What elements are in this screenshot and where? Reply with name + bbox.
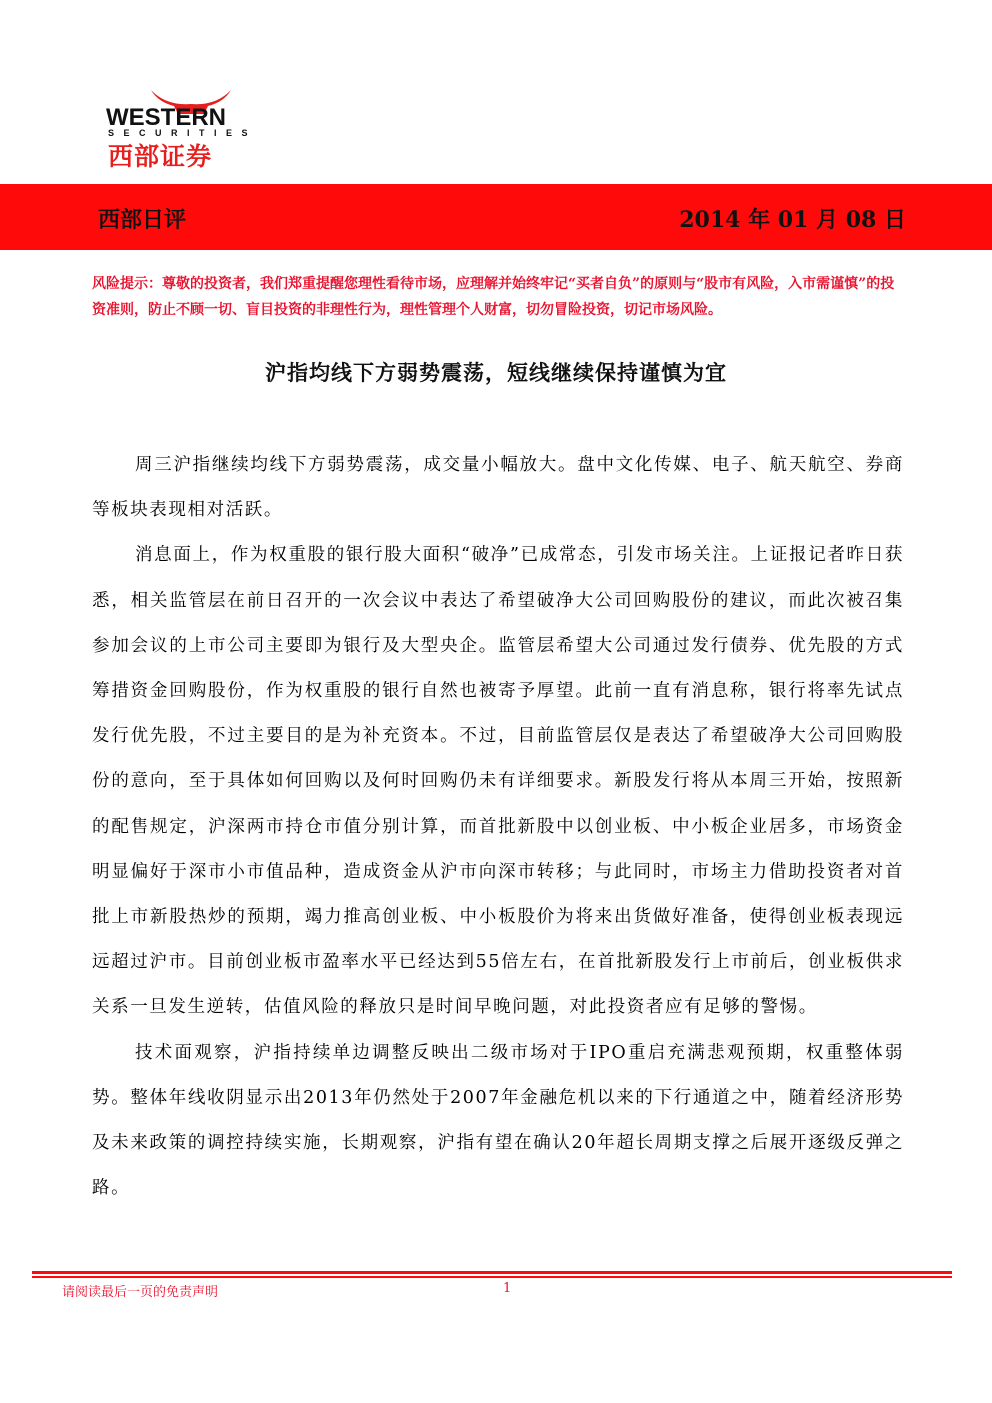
- footer-disclaimer: 请阅读最后一页的免责声明: [62, 1285, 219, 1300]
- report-date: 2014 年 01 月 08 日: [679, 207, 906, 233]
- risk-notice: 风险提示：尊敬的投资者，我们郑重提醒您理性看待市场，应理解并始终牢记“买者自负”的原则与“股市有风险，入市需谨慎”的投资准则，防止不顾一切、盲目投资的非理性行为，理性管理个人财富，切勿冒险投资，切记市场风险。: [92, 276, 895, 318]
- paragraph: 周三沪指继续均线下方弱势震荡，成交量小幅放大。盘中文化传媒、电子、航天航空、券商等板块表现相对活跃。: [92, 455, 904, 521]
- logo-securities-text: SECURITIES: [108, 128, 258, 138]
- logo-english-name: WESTERN: [106, 104, 226, 131]
- report-title: 西部日评: [98, 207, 187, 233]
- article-body: [92, 443, 904, 1211]
- paragraph: 技术面观察，沪指持续单边调整反映出二级市场对于IPO重启充满悲观预期，权重整体弱势。整体年线收阴显示出2013年仍然处于2007年金融危机以来的下行通道之中，随着经济形势及未来政策的调控持续实施，长期观察，沪指有望在确认20年超长周期支撑之后展开逐级反弹之路。: [92, 1042, 904, 1199]
- footer-divider-thin: [32, 1276, 952, 1278]
- company-logo: [106, 84, 281, 171]
- footer-divider: [32, 1271, 952, 1274]
- page-number: 1: [503, 1281, 512, 1296]
- paragraph: 消息面上，作为权重股的银行股大面积“破净”已成常态，引发市场关注。上证报记者昨日获悉，相关监管层在前日召开的一次会议中表达了希望破净大公司回购股份的建议，而此次被召集参加会议的上市公司主要即为银行及大型央企。监管层希望大公司通过发行债券、优先股的方式筹措资金回购股份，作为权重股的银行自然也被寄予厚望。此前一直有消息称，银行将率先试点发行优先股，不过主要目的是为补充资本。不过，目前监管层仅是表达了希望破净大公司回购股份的意向，至于具体如何回购以及何时回购仍未有详细要求。新股发行将从本周三开始，按照新的配售规定，沪深两市持仓市值分别计算，而首批新股中以创业板、中小板企业居多，市场资金明显偏好于深市小市值品种，造成资金从沪市向深市转移；与此同时，市场主力借助投资者对首批上市新股热炒的预期，竭力推高创业板、中小板股价为将来出货做好准备，使得创业板表现远远超过沪市。目前创业板市盈率水平已经达到55倍左右，在首批新股发行上市前后，创业板供求关系一旦发生逆转，估值风险的释放只是时间早晚问题，对此投资者应有足够的警惕。: [92, 545, 904, 1018]
- logo-chinese-name: 西部证券: [108, 142, 213, 171]
- article-headline: 沪指均线下方弱势震荡，短线继续保持谨慎为宜: [265, 360, 727, 385]
- header-banner: [0, 184, 992, 250]
